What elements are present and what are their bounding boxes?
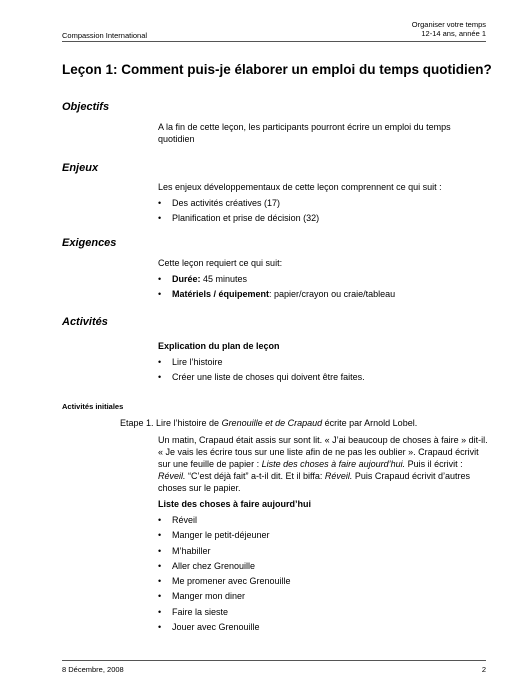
todo-list bbox=[158, 514, 291, 636]
footer-date: 8 Décembre, 2008 bbox=[62, 665, 124, 674]
objectifs-text bbox=[158, 121, 488, 145]
exigences-intro: Cette leçon requiert ce qui suit: bbox=[158, 258, 283, 268]
story-text-1: Un matin, Crapaud était assis sur sont lit. « J’ai beaucoup de choses à faire » dit-il. « Je vais les écrire tous sur une liste afin de ne pas les oublier ». Crapaud écrivit sur une feuille de papier : bbox=[158, 435, 488, 469]
duree-label: Durée: bbox=[172, 274, 201, 284]
header-course-title: Organiser votre temps bbox=[411, 20, 486, 29]
section-heading-activites: Activités bbox=[62, 316, 108, 328]
duree-value: 45 minutes bbox=[200, 274, 248, 284]
footer-divider bbox=[62, 660, 486, 661]
todo-list-heading: Liste des choses à faire aujourd’hui bbox=[158, 499, 312, 509]
story-italic-3: Réveil. bbox=[324, 471, 353, 481]
etape-prefix: Etape 1. Lire l’histoire de bbox=[120, 418, 222, 428]
list-item: • Manger le petit-déjeuner bbox=[158, 529, 291, 544]
etape-suffix: écrite par Arnold Lobel. bbox=[322, 418, 418, 428]
lesson-title: Leçon 1: Comment puis-je élaborer un emploi du temps quotidien? bbox=[62, 62, 492, 77]
story-italic-2: Réveil. bbox=[158, 471, 186, 481]
materiels-label: Matériels / équipement bbox=[172, 289, 270, 299]
exigences-list bbox=[158, 273, 488, 300]
section-heading-enjeux: Enjeux bbox=[62, 162, 99, 174]
header-course-level: 12-14 ans, année 1 bbox=[421, 29, 486, 38]
section-heading-objectifs: Objectifs bbox=[62, 101, 110, 113]
header-organization: Compassion International bbox=[62, 31, 148, 40]
activites-list bbox=[158, 356, 488, 383]
list-item-materiels bbox=[158, 288, 488, 300]
etape-1 bbox=[120, 418, 417, 428]
materiels-value: : papier/crayon ou craie/tableau bbox=[269, 289, 396, 299]
activites-subheading: Explication du plan de leçon bbox=[158, 341, 280, 351]
list-item: • Créer une liste de choses qui doivent être faites. bbox=[158, 371, 488, 383]
activites-initiales-heading: Activités initiales bbox=[62, 402, 124, 411]
page-number: 2 bbox=[481, 665, 486, 674]
header-course-info bbox=[412, 20, 486, 38]
story-text-4: Puis Crapaud écrivit d’autres choses sur le papier. bbox=[158, 471, 470, 493]
section-heading-exigences: Exigences bbox=[62, 237, 117, 249]
list-item: • Aller chez Grenouille bbox=[158, 560, 291, 575]
list-item: • Lire l’histoire bbox=[158, 356, 488, 368]
list-item: • Faire la sieste bbox=[158, 606, 291, 621]
list-item: • M’habiller bbox=[158, 545, 291, 560]
etape-book-title: Grenouille et de Crapaud bbox=[221, 418, 323, 428]
enjeux-list bbox=[158, 197, 488, 224]
story-italic-1: Liste des choses à faire aujourd’hui. bbox=[261, 459, 406, 469]
list-item: • Planification et prise de décision (32) bbox=[158, 212, 488, 224]
objectifs-paragraph: A la fin de cette leçon, les participants pourront écrire un emploi du temps quotidien bbox=[158, 122, 451, 144]
list-item: • Me promener avec Grenouille bbox=[158, 575, 291, 590]
list-item: • Réveil bbox=[158, 514, 291, 529]
list-item: • Jouer avec Grenouille bbox=[158, 621, 291, 636]
story-text-2: Puis il écrivit : bbox=[405, 459, 463, 469]
list-item: • Manger mon diner bbox=[158, 590, 291, 605]
story-text-3: “C’est déjà fait” a-t-il dit. Et il biffa: bbox=[185, 471, 325, 481]
header-divider bbox=[62, 41, 486, 42]
story-paragraph bbox=[158, 434, 490, 494]
enjeux-intro: Les enjeux développementaux de cette leçon comprennent ce qui suit : bbox=[158, 182, 442, 192]
list-item-duree bbox=[158, 273, 488, 285]
list-item: • Des activités créatives (17) bbox=[158, 197, 488, 209]
